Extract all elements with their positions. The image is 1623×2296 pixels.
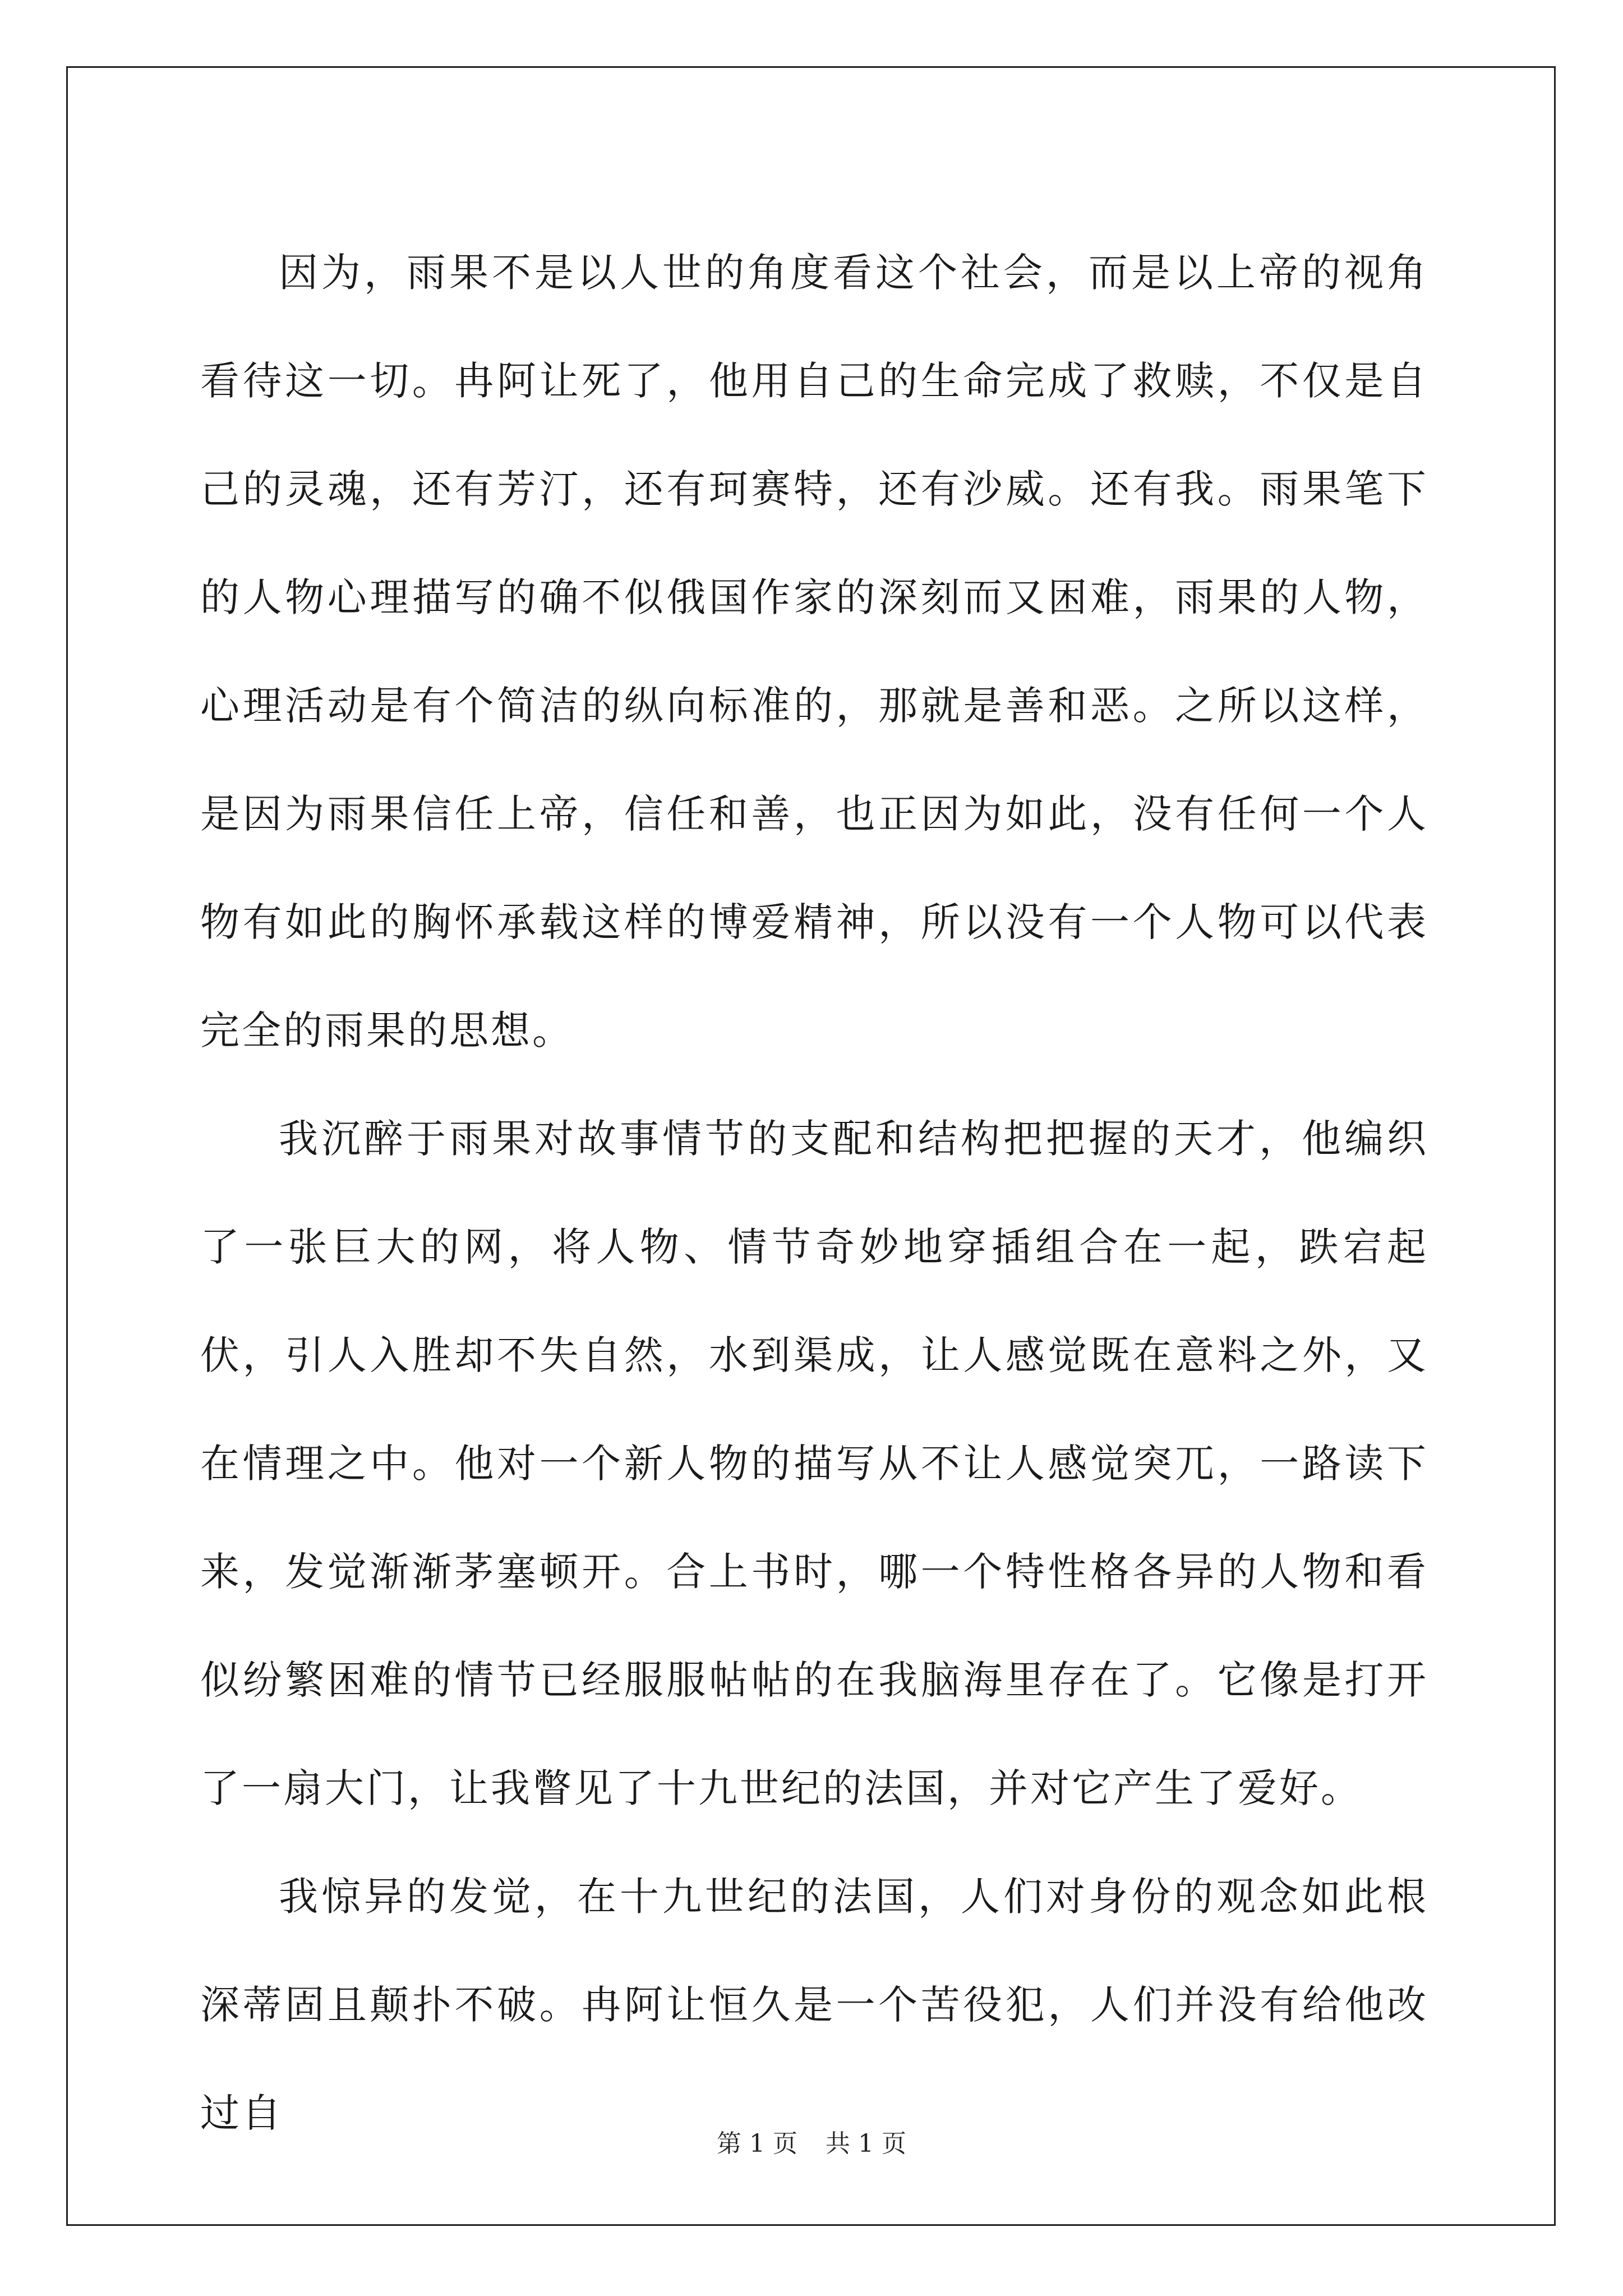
paragraph-3: 我惊异的发觉，在十九世纪的法国，人们对身份的观念如此根深蒂固且颠扑不破。冉阿让恒久是一个苦役犯，人们并没有给他改过自	[200, 1874, 1428, 2136]
document-body	[200, 219, 1428, 2168]
page-total: 共 1 页	[826, 2129, 906, 2158]
page-footer	[0, 2123, 1623, 2159]
paragraph-1: 因为，雨果不是以人世的角度看这个社会，而是以上帝的视角看待这一切。冉阿让死了，他用自己的生命完成了救赎，不仅是自己的灵魂，还有芳汀，还有珂赛特，还有沙威。还有我。雨果笔下的人物心理描写的确不似俄国作家的深刻而又困难，雨果的人物，心理活动是有个简洁的纵向标准的，那就是善和恶。之所以这样，是因为雨果信任上帝，信任和善，也正因为如此，没有任何一个人物有如此的胸怀承载这样的博爱精神，所以没有一个人物可以代表完全的雨果的思想。	[200, 250, 1428, 1053]
paragraph-2: 我沉醉于雨果对故事情节的支配和结构把把握的天才，他编织了一张巨大的网，将人物、情节奇妙地穿插组合在一起，跌宕起伏，引人入胜却不失自然，水到渠成，让人感觉既在意料之外，又在情理之中。他对一个新人物的描写从不让人感觉突兀，一路读下来，发觉渐渐茅塞顿开。合上书时，哪一个特性格各异的人物和看似纷繁困难的情节已经服服帖帖的在我脑海里存在了。它像是打开了一扇大门，让我瞥见了十九世纪的法国，并对它产生了爱好。	[200, 1116, 1428, 1811]
page-number: 第 1 页	[717, 2129, 797, 2158]
